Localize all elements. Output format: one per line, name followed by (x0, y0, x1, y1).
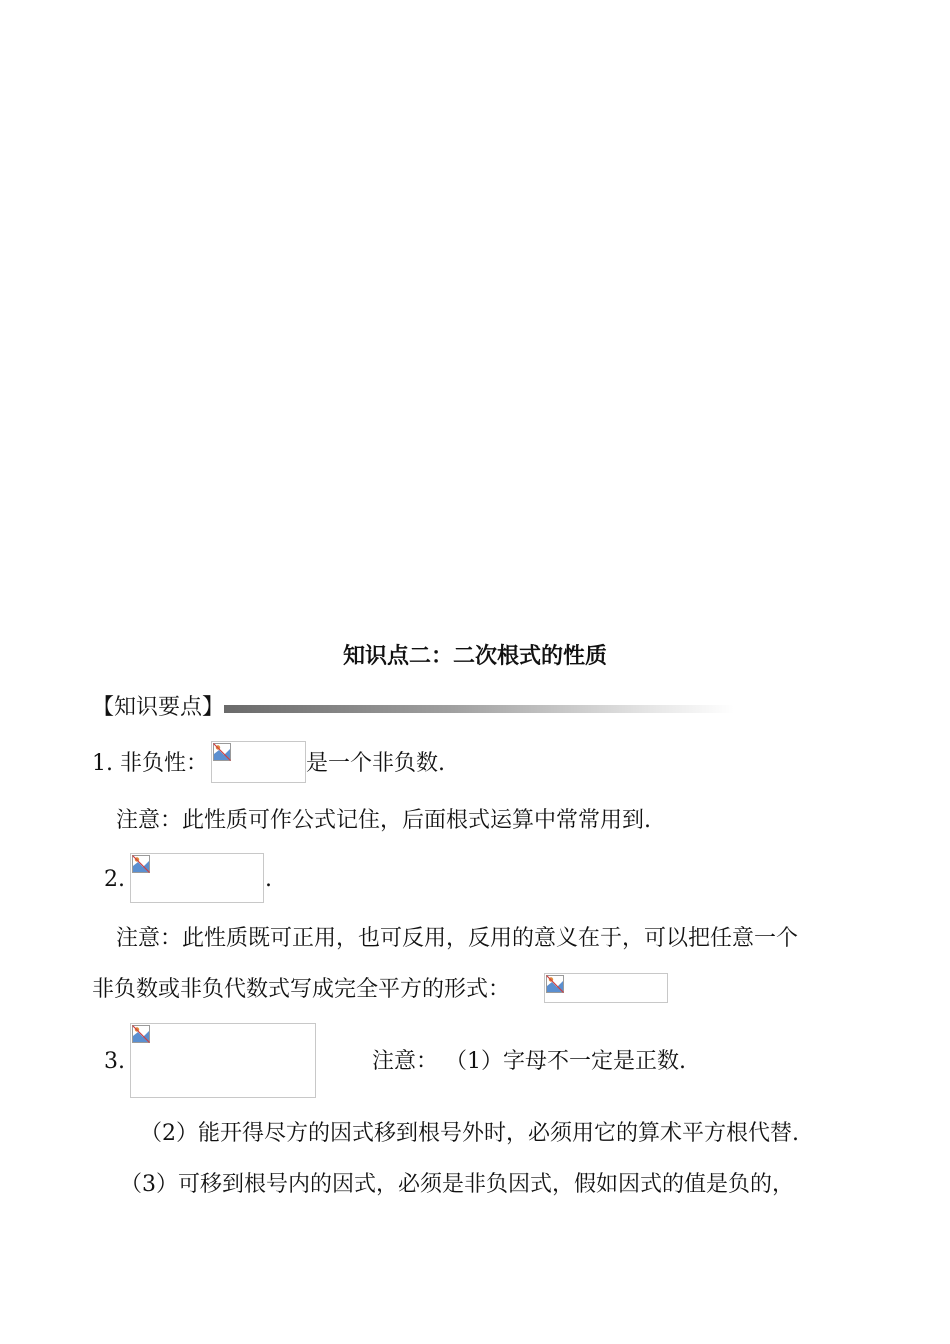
item-2-suffix: . (265, 867, 272, 892)
section-title: 知识点二：二次根式的性质 (342, 643, 607, 669)
broken-image-icon (213, 743, 231, 761)
item-1-number: 1. (92, 751, 113, 776)
note-3-part-3: （3）可移到根号内的因式，必须是非负因式，假如因式的值是负的， (120, 1172, 794, 1197)
formula-image-nonnegativity (211, 741, 306, 783)
broken-image-icon (132, 855, 150, 873)
item-3-number: 3. (104, 1049, 125, 1074)
section-divider-bar (224, 705, 734, 713)
item-1-suffix: 是一个非负数. (306, 751, 445, 776)
section-heading: 【知识要点】 (92, 695, 225, 720)
note-3-part-2: （2）能开得尽方的因式移到根号外时，必须用它的算术平方根代替. (140, 1121, 799, 1146)
item-2-number: 2. (104, 867, 125, 892)
item-1-prefix (92, 749, 208, 779)
item-1-label: 非负性： (120, 751, 209, 776)
formula-image-perfect-square-form (544, 973, 668, 1003)
formula-image-root-of-square (130, 1023, 316, 1098)
broken-image-icon (546, 975, 564, 993)
item-3-note (372, 1047, 686, 1077)
note-2-line-1: 注意：此性质既可正用，也可反用，反用的意义在于，可以把任意一个 (116, 926, 799, 951)
broken-image-icon (132, 1025, 150, 1043)
note-2-line-2: 非负数或非负代数式写成完全平方的形式： (92, 977, 511, 1002)
item-3-note-label: 注意： (372, 1049, 439, 1074)
item-3-note-part-1: （1）字母不一定是正数. (445, 1049, 687, 1074)
note-1: 注意：此性质可作公式记住，后面根式运算中常常用到. (116, 808, 651, 833)
formula-image-square-of-root (130, 853, 264, 903)
